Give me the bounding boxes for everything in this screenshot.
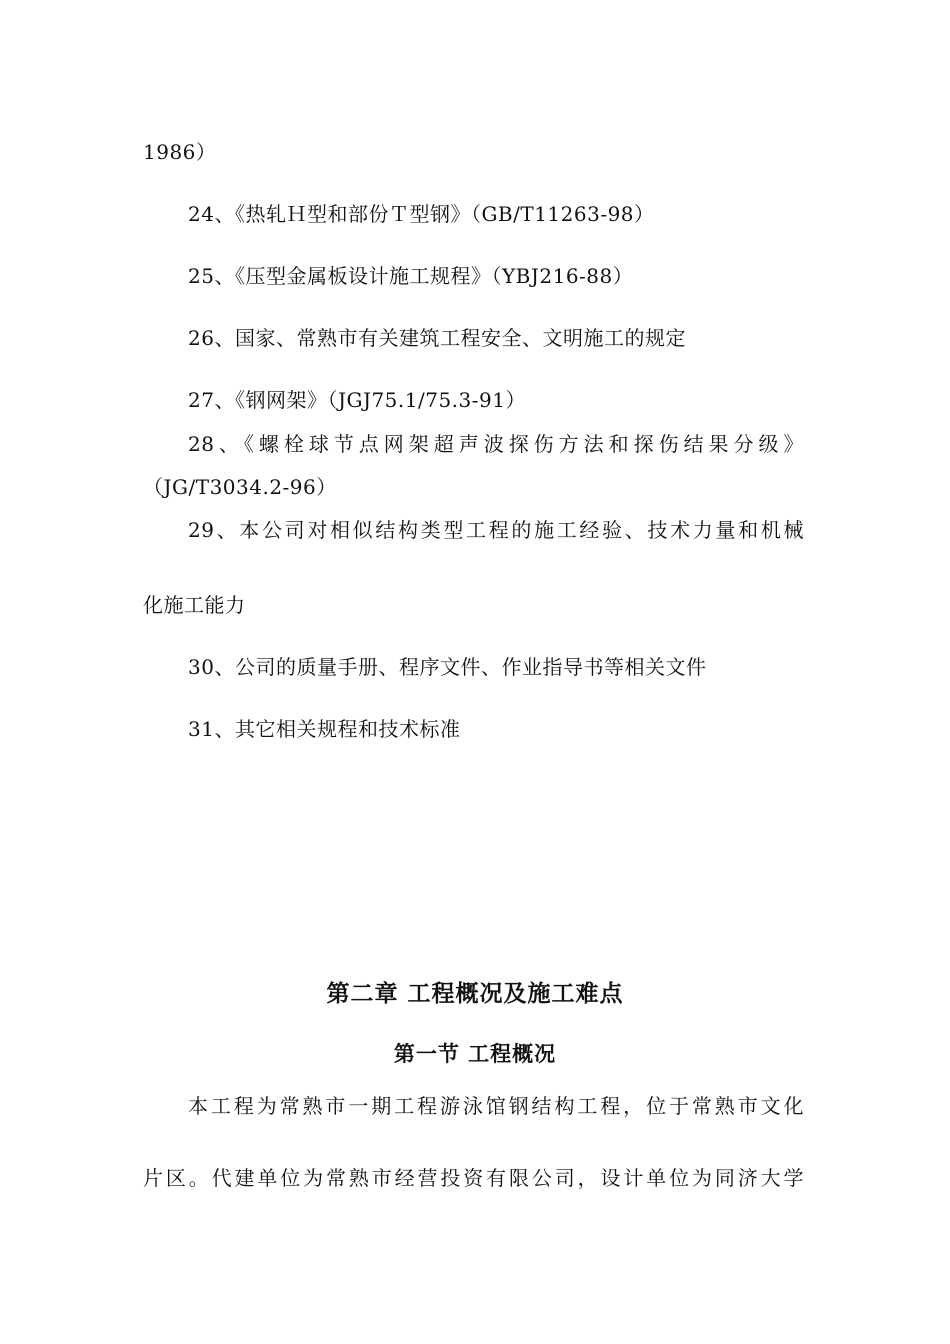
reference-item-25: 25、《压型金属板设计施工规程》（YBJ216-88）: [188, 264, 634, 288]
reference-item-30: 30、公司的质量手册、程序文件、作业指导书等相关文件: [188, 655, 707, 679]
overview-paragraph-line-2: 片区。代建单位为常熟市经营投资有限公司，设计单位为同济大学: [143, 1166, 804, 1190]
reference-23-continuation: 1986）: [143, 140, 217, 164]
reference-item-27: 27、《钢网架》（JGJ75.1/75.3-91）: [188, 388, 526, 412]
reference-item-31: 31、其它相关规程和技术标准: [188, 717, 461, 741]
reference-item-26: 26、国家、常熟市有关建筑工程安全、文明施工的规定: [188, 326, 686, 350]
reference-item-29-continuation: 化施工能力: [143, 593, 246, 617]
section-title: 第一节 工程概况: [393, 1041, 557, 1066]
reference-item-28-continuation: （JG/T3034.2-96）: [143, 475, 337, 499]
reference-item-28: 28、《螺栓球节点网架超声波探伤方法和探伤结果分级》: [188, 432, 804, 456]
overview-paragraph-line-1: 本工程为常熟市一期工程游泳馆钢结构工程，位于常熟市文化: [188, 1094, 804, 1118]
reference-item-29: 29、本公司对相似结构类型工程的施工经验、技术力量和机械: [188, 518, 804, 542]
chapter-title: 第二章 工程概况及施工难点: [326, 980, 624, 1007]
reference-item-24: 24、《热轧Ｈ型和部份Ｔ型钢》（GB/T11263-98）: [188, 202, 655, 226]
